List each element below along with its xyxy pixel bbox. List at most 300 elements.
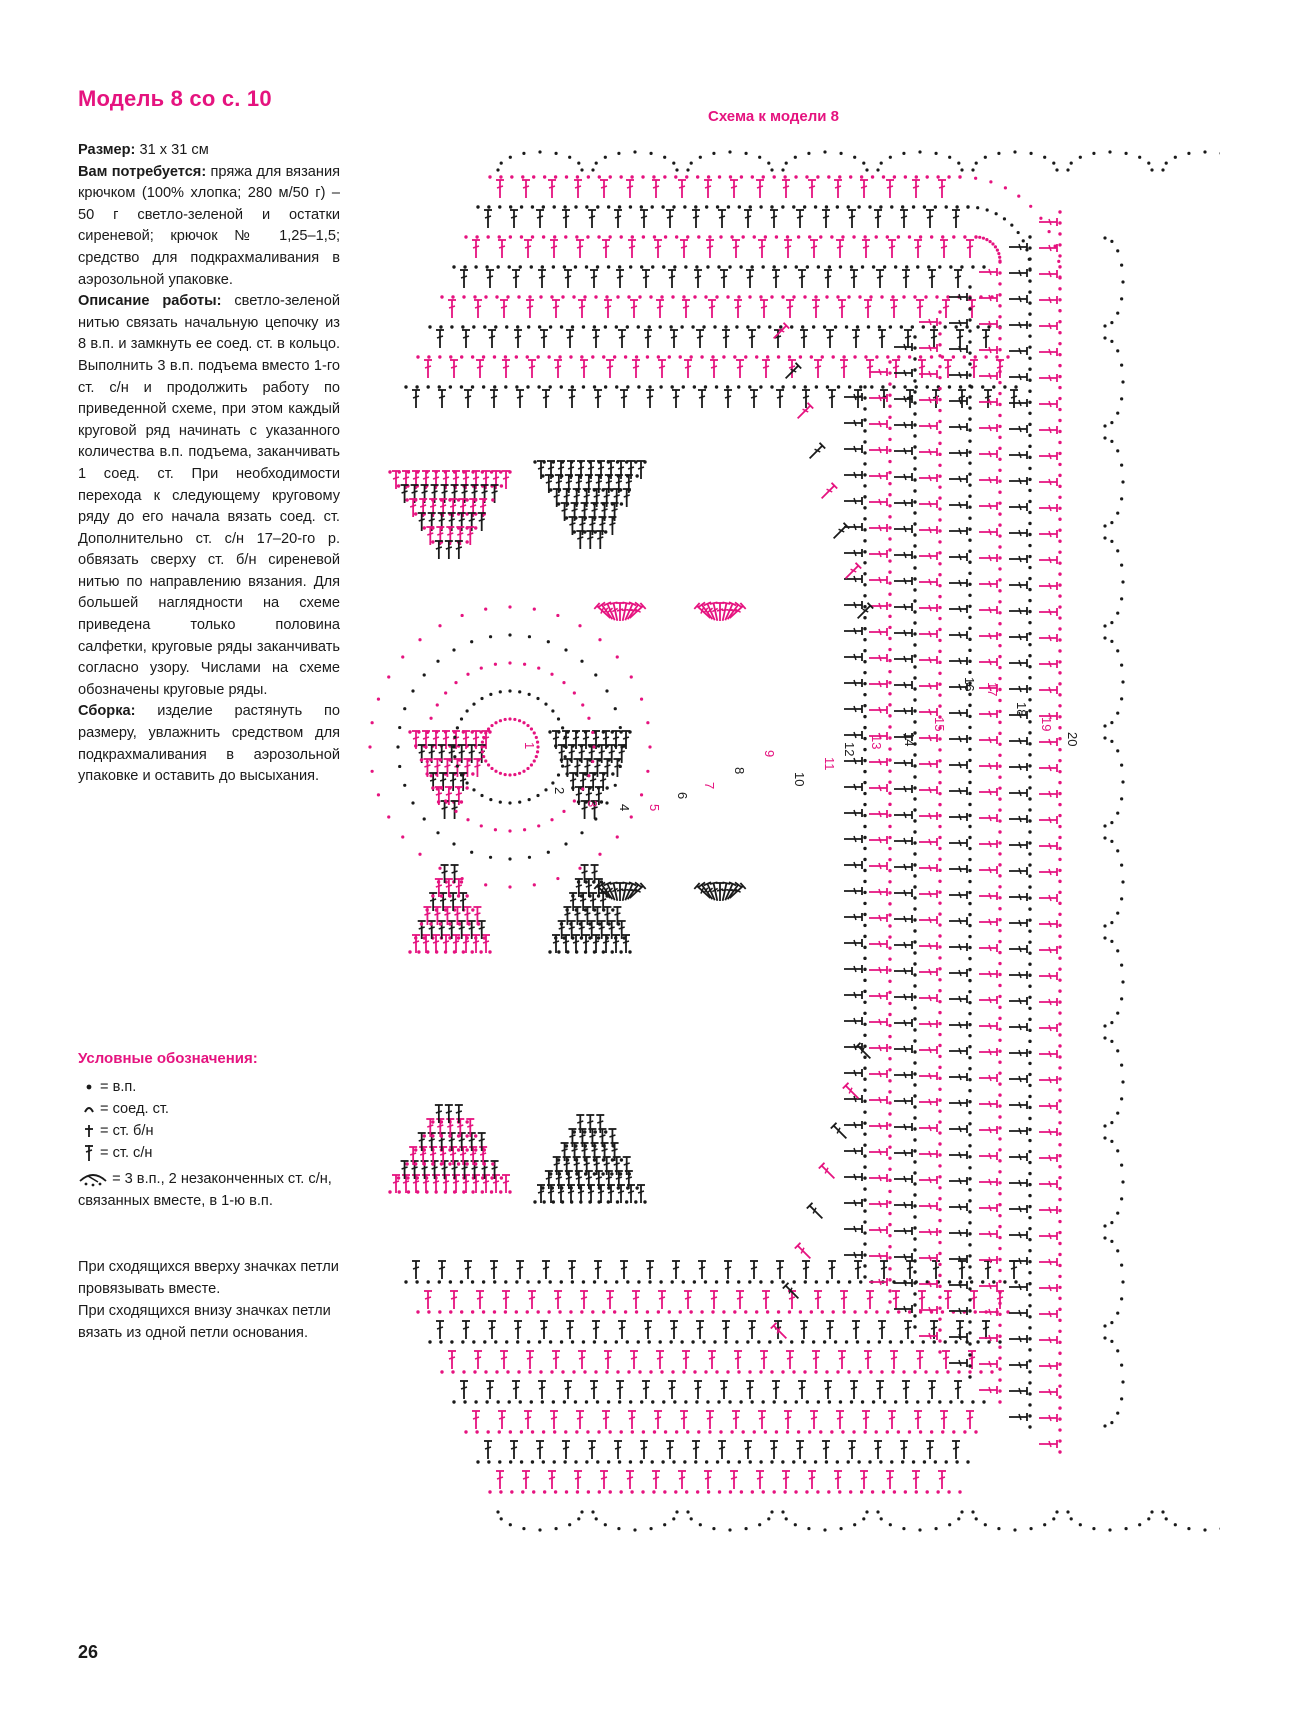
chain-dot (968, 946, 971, 949)
chain-dot (968, 406, 971, 409)
stitch-mark (524, 1411, 532, 1429)
stitch-mark (606, 360, 614, 378)
chart-title: Схема к модели 8 (708, 108, 840, 125)
chain-dot (1028, 797, 1031, 800)
chain-dot (1103, 536, 1106, 539)
chain-dot (744, 1527, 747, 1530)
stitch-mark (445, 1105, 453, 1123)
chain-dot (657, 1310, 660, 1313)
stitch-mark (1009, 295, 1027, 303)
chain-dot (968, 1034, 971, 1037)
chain-dot (1028, 478, 1031, 481)
chain-dot (686, 235, 689, 238)
chain-dot (496, 1510, 499, 1513)
chain-dot (649, 1527, 652, 1530)
chain-dot (933, 325, 936, 328)
chain-dot (520, 1460, 523, 1463)
stitch-mark (1009, 919, 1027, 927)
stitch-mark (894, 447, 912, 455)
stitch-mark (949, 839, 967, 847)
chain-dot (863, 748, 866, 751)
instructions (78, 140, 340, 788)
chain-dot (888, 1201, 891, 1204)
chain-dot (484, 731, 487, 734)
stitch-mark (590, 1381, 598, 1399)
chain-dot (863, 913, 866, 916)
chain-dot (938, 321, 941, 324)
chain-dot (1110, 1140, 1113, 1143)
chain-dot (968, 1144, 971, 1147)
chain-dot (404, 1280, 407, 1283)
stitch-mark (1039, 1362, 1057, 1370)
stitch-mark (944, 1291, 952, 1309)
stitch-mark (1039, 1284, 1057, 1292)
stitch-mark (979, 736, 997, 744)
chain-dot (554, 152, 557, 155)
chain-dot (863, 671, 866, 674)
stitch-mark (1009, 1153, 1027, 1161)
chain-dot (588, 922, 591, 925)
chain-dot (1048, 230, 1051, 233)
chain-dot (537, 824, 540, 827)
chain-dot (557, 502, 560, 505)
chain-dot (629, 1400, 632, 1403)
chain-dot (888, 1234, 891, 1237)
stitch-mark (824, 270, 832, 288)
chain-dot (938, 1339, 941, 1342)
chain-dot (968, 1001, 971, 1004)
chain-dot (460, 355, 463, 358)
chain-dot (543, 1490, 546, 1493)
chain-dot (637, 1280, 640, 1283)
chain-dot (693, 295, 696, 298)
chain-dot (1058, 616, 1061, 619)
chain-dot (1058, 342, 1061, 345)
stitch-mark (979, 502, 997, 510)
stitch-mark (918, 1291, 926, 1309)
stitch-mark (710, 1291, 718, 1309)
chain-dot (423, 1134, 426, 1137)
chain-dot (863, 1198, 866, 1201)
chain-dot (1103, 736, 1106, 739)
stitch-mark (831, 523, 849, 541)
chain-dot (1058, 561, 1061, 564)
chain-dot (1028, 258, 1031, 261)
chain-dot (1116, 912, 1119, 915)
stitch-mark (848, 210, 856, 228)
stitch-mark (1039, 504, 1057, 512)
chain-dot (1058, 814, 1061, 817)
chain-dot (788, 355, 791, 358)
chain-dot (998, 962, 1001, 965)
stitch-mark (919, 578, 937, 586)
stitch-mark (1039, 582, 1057, 590)
chain-dot (1028, 1238, 1031, 1241)
chain-dot (938, 1077, 941, 1080)
stitch-mark (949, 917, 967, 925)
row-number: 4 (617, 804, 632, 812)
legend-item (78, 1142, 340, 1164)
chain-dot (489, 798, 492, 801)
chain-dot (924, 295, 927, 298)
chain-dot (957, 1370, 960, 1373)
chain-dot (518, 772, 521, 775)
chain-dot (619, 1490, 622, 1493)
chain-dot (1103, 1024, 1106, 1027)
chain-dot (438, 624, 441, 627)
stitch-mark (938, 1471, 946, 1489)
chain-dot (1116, 1112, 1119, 1115)
stitch-mark (979, 944, 997, 952)
chain-dot (934, 152, 937, 155)
chain-dot (1003, 385, 1006, 388)
chain-dot (1028, 1227, 1031, 1230)
chain-dot (998, 677, 1001, 680)
chain-dot (781, 1460, 784, 1463)
chain-dot (629, 1460, 632, 1463)
chain-dot (510, 175, 513, 178)
chain-dot (428, 325, 431, 328)
chain-dot (1058, 880, 1061, 883)
assembly-label: Сборка: (78, 703, 136, 720)
chain-dot (483, 325, 486, 328)
stitch-mark (834, 1471, 842, 1489)
chain-dot (722, 355, 725, 358)
chain-dot (1028, 907, 1031, 910)
chain-dot (865, 168, 868, 171)
chain-dot (1028, 1029, 1031, 1032)
chain-dot (974, 177, 977, 180)
chain-dot (1110, 1321, 1113, 1324)
chain-dot (759, 385, 762, 388)
chain-dot (1120, 1164, 1123, 1167)
chain-dot (841, 235, 844, 238)
chain-dot (565, 1144, 568, 1147)
chain-dot (1028, 323, 1031, 326)
chain-dot (474, 526, 477, 529)
chain-dot (499, 719, 502, 722)
chain-dot (593, 1172, 596, 1175)
chain-dot (1058, 1099, 1061, 1102)
chain-dot (440, 1120, 443, 1123)
chain-dot (913, 698, 916, 701)
chain-dot (554, 1490, 557, 1493)
chain-dot (673, 265, 676, 268)
chain-dot (431, 1120, 434, 1123)
chain-dot (913, 456, 916, 459)
chain-dot (444, 799, 447, 802)
chain-dot (526, 385, 529, 388)
chain-dot (868, 205, 871, 208)
chain-dot (1058, 287, 1061, 290)
chain-dot (847, 1370, 850, 1373)
chain-dot (487, 763, 490, 766)
chain-dot (986, 208, 989, 211)
chain-dot (460, 385, 463, 388)
chain-dot (729, 175, 732, 178)
chain-dot (1058, 441, 1061, 444)
chain-dot (1028, 345, 1031, 348)
stitch-mark (550, 1411, 558, 1429)
chain-dot (1058, 836, 1061, 839)
stitch-mark (644, 1321, 652, 1339)
chain-dot (998, 633, 1001, 636)
stitch-mark (860, 180, 868, 198)
chain-dot (517, 1370, 520, 1373)
chain-dot (591, 1510, 594, 1513)
stitch-mark (848, 1441, 856, 1459)
chain-dot (561, 726, 564, 729)
stitch-mark (782, 1471, 790, 1489)
chain-dot (426, 1280, 429, 1283)
chain-dot (863, 814, 866, 817)
chain-dot (584, 908, 587, 911)
assembly-paragraph (78, 701, 340, 787)
chain-dot (648, 745, 651, 748)
chain-dot (998, 732, 1001, 735)
stitch-mark (802, 1261, 810, 1279)
chain-dot (849, 1490, 852, 1493)
chain-dot (938, 661, 941, 664)
chain-dot (1121, 380, 1124, 383)
chain-dot (1058, 1066, 1061, 1069)
stitch-mark (949, 813, 967, 821)
chain-dot (875, 355, 878, 358)
chain-dot (863, 1023, 866, 1026)
chain-dot (746, 1340, 749, 1343)
chain-dot (438, 1310, 441, 1313)
chain-dot (526, 355, 529, 358)
chain-dot (764, 1430, 767, 1433)
chain-dot (968, 924, 971, 927)
chain-dot (726, 1280, 729, 1283)
chain-dot (708, 235, 711, 238)
chain-dot (968, 517, 971, 520)
chain-dot (913, 588, 916, 591)
chain-dot (596, 1400, 599, 1403)
chain-dot (660, 295, 663, 298)
stitch-mark (979, 892, 997, 900)
chain-dot (1010, 224, 1013, 227)
chain-dot (1110, 1240, 1113, 1243)
chain-dot (863, 1154, 866, 1157)
pattern-title: Модель 8 со с. 10 (78, 86, 272, 111)
stitch-mark (734, 300, 742, 318)
chain-dot (427, 1310, 430, 1313)
stitch-mark (435, 541, 443, 559)
stitch-mark (776, 390, 784, 408)
chain-dot (431, 1134, 434, 1137)
stitch-mark (844, 497, 862, 505)
chain-dot (746, 325, 749, 328)
chain-dot (1058, 649, 1061, 652)
stitch-mark (869, 654, 887, 662)
chain-dot (1103, 636, 1106, 639)
stitch-mark (1009, 971, 1027, 979)
chain-dot (1120, 1264, 1123, 1267)
chain-dot (396, 745, 399, 748)
chain-dot (863, 1143, 866, 1146)
chain-dot (968, 1210, 971, 1213)
chain-dot (513, 718, 516, 721)
chain-dot (609, 175, 612, 178)
stitch-mark (656, 300, 664, 318)
stitch-mark (894, 915, 912, 923)
chain-dot (781, 168, 784, 171)
chain-dot (795, 1400, 798, 1403)
chain-dot (998, 1039, 1001, 1042)
chain-dot (564, 842, 567, 845)
chain-dot (573, 691, 576, 694)
chain-dot (888, 405, 891, 408)
chain-dot (1058, 221, 1061, 224)
chain-dot (863, 891, 866, 894)
chain-dot (1058, 704, 1061, 707)
stitch-mark (538, 1381, 546, 1399)
stitch-mark (919, 812, 937, 820)
chain-dot (552, 1200, 555, 1203)
chain-dot (548, 730, 551, 733)
chain-dot (998, 447, 1001, 450)
stitch-mark (869, 446, 887, 454)
chain-dot (451, 295, 454, 298)
chain-dot (863, 715, 866, 718)
chain-dot (1110, 1121, 1113, 1124)
chain-dot (966, 1460, 969, 1463)
stitch-mark (869, 550, 887, 558)
stitch-mark (1039, 1154, 1057, 1162)
chain-dot (777, 355, 780, 358)
stitch-mark (606, 1291, 614, 1309)
chain-dot (1116, 749, 1119, 752)
chain-dot (522, 721, 525, 724)
chain-dot (726, 385, 729, 388)
chain-dot (968, 968, 971, 971)
chain-dot (805, 175, 808, 178)
chain-dot (863, 1110, 866, 1113)
chain-dot (982, 237, 985, 240)
chain-dot (526, 767, 529, 770)
chain-dot (913, 863, 916, 866)
stitch-mark (894, 421, 912, 429)
chain-dot (561, 1370, 564, 1373)
stitch-mark (620, 1261, 628, 1279)
stitch-mark (696, 1321, 704, 1339)
chain-dot (1058, 1154, 1061, 1157)
chain-dot (968, 748, 971, 751)
chain-dot (968, 1155, 971, 1158)
chain-dot (1116, 1012, 1119, 1015)
chain-dot (968, 307, 971, 310)
chain-dot (913, 489, 916, 492)
chain-dot (783, 1490, 786, 1493)
chain-dot (863, 462, 866, 465)
chain-dot (913, 841, 916, 844)
chain-dot (888, 1101, 891, 1104)
stitch-mark (878, 330, 886, 348)
chain-dot (968, 362, 971, 365)
chain-dot (998, 754, 1001, 757)
chain-dot (839, 152, 842, 155)
chain-dot (504, 385, 507, 388)
chain-dot (1054, 244, 1057, 247)
chain-dot (702, 1340, 705, 1343)
chain-dot (377, 793, 380, 796)
chain-dot (619, 175, 622, 178)
chain-dot (998, 819, 1001, 822)
chain-dot (1121, 480, 1124, 483)
stitch-mark (919, 1020, 937, 1028)
chain-dot (998, 480, 1001, 483)
chain-dot (371, 770, 374, 773)
stitch-mark (750, 1261, 758, 1279)
chain-dot (619, 1172, 622, 1175)
chain-dot (587, 717, 590, 720)
chain-dot (439, 1340, 442, 1343)
chain-dot (560, 922, 563, 925)
chain-dot (913, 940, 916, 943)
chain-dot (850, 265, 853, 268)
stitch-mark (869, 966, 887, 974)
chain-dot (575, 908, 578, 911)
stitch-mark (869, 1122, 887, 1130)
chain-dot (1108, 150, 1111, 153)
chain-dot (1028, 246, 1031, 249)
chain-dot (863, 440, 866, 443)
chain-dot (418, 638, 421, 641)
chain-dot (726, 1370, 729, 1373)
stitch-mark (1039, 920, 1057, 928)
chain-dot (938, 759, 941, 762)
chain-dot (913, 907, 916, 910)
chain-dot (627, 1370, 630, 1373)
chain-dot (541, 265, 544, 268)
stitch-mark (949, 319, 967, 327)
chain-dot (496, 168, 499, 171)
chain-dot (913, 412, 916, 415)
stitch-mark (919, 1072, 937, 1080)
stitch-mark (514, 1321, 522, 1339)
chain-dot (1103, 1236, 1106, 1239)
chain-dot (785, 1517, 788, 1520)
chain-dot (919, 355, 922, 358)
chain-dot (1121, 1180, 1124, 1183)
chain-dot (486, 1430, 489, 1433)
chain-dot (888, 792, 891, 795)
chain-dot (897, 235, 900, 238)
chain-dot (863, 924, 866, 927)
chain-dot (516, 1340, 519, 1343)
chain-dot (941, 1430, 944, 1433)
stitch-mark (919, 604, 937, 612)
chain-dot (888, 1013, 891, 1016)
chain-dot (825, 205, 828, 208)
chain-dot (775, 235, 778, 238)
chain-dot (823, 150, 826, 153)
stitch-mark (614, 1441, 622, 1459)
stitch-mark (844, 1069, 862, 1077)
chain-dot (998, 1017, 1001, 1020)
chain-dot (847, 295, 850, 298)
chain-dot (1058, 1428, 1061, 1431)
chain-dot (913, 1281, 916, 1284)
chain-dot (661, 1460, 664, 1463)
stitch-mark (894, 1201, 912, 1209)
chain-dot (968, 1375, 971, 1378)
stitch-mark (438, 390, 446, 408)
chain-dot (998, 622, 1001, 625)
chain-dot (532, 1490, 535, 1493)
